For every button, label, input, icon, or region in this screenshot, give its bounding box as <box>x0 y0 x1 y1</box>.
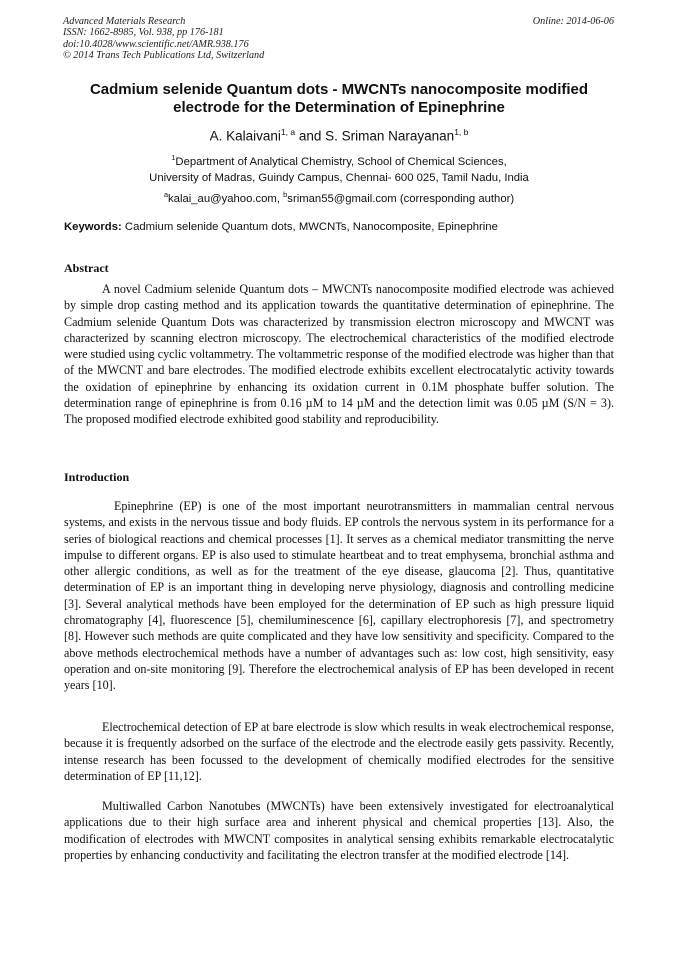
author-2: S. Sriman Narayanan <box>325 128 455 144</box>
introduction-paragraph-3: Multiwalled Carbon Nanotubes (MWCNTs) have been extensively investigated for electroanalytical applications due to their high surface area and inherent physical and chemical properties [13]. Also, the modification of electrodes with MWCNT composites in analytical sensing exhibits remarkable electrocatalytic properties by enhancing conductivity and facilitating the electron transfer at the modified electrode [14]. <box>64 799 614 862</box>
keywords-text: Cadmium selenide Quantum dots, MWCNTs, Nanocomposite, Epinephrine <box>121 221 498 233</box>
email-b-marker: b <box>283 189 288 199</box>
affiliation-line-1 <box>40 150 638 170</box>
author-1-affiliation: 1, a <box>280 127 296 137</box>
affiliation-department: Department of Analytical Chemistry, School of Chemical Sciences, <box>175 155 507 168</box>
email-b: sriman55@gmail.com (corresponding author) <box>287 192 515 205</box>
author-separator: and <box>295 128 326 144</box>
copyright-line: © 2014 Trans Tech Publications Ltd, Switzerland <box>63 50 265 62</box>
email-a: kalai_au@yahoo.com, <box>168 192 284 205</box>
keywords-label: Keywords: <box>64 221 122 233</box>
doi-line: doi:10.4028/www.scientific.net/AMR.938.176 <box>63 38 249 50</box>
introduction-paragraph-1: Epinephrine (EP) is one of the most important neurotransmitters in mammalian central nervous systems, and exists in the nervous tissue and body fluids. EP controls the nervous system in its performance for a series of biological reactions and chemical processes [1]. It serves as a chemical mediator transmitting the nerve impulse to different organs. EP is also used to stimulate heartbeat and to treat emphysema, bronchial asthma and other allergic conditions, as well as for the treatment of the eye disease, glaucoma [2]. Thus, quantitative determination of EP is an important thing in developing nerve physiology, diagnosis and controlling medicine [3]. Several analytical methods have been employed for the determination of EP such as high pressure liquid chromatography [4], fluorescence [5], chemiluminescence [6], capillary electrophoresis [7], and spectrometry [8]. However such methods are quite complicated and they have low sensitivity and specificity. Compared to the above methods electrochemical methods have a number of advantages such as: low cost, high sensitivity, easy operation and on-site monitoring [9]. Therefore the electrochemical analysis of EP has been developed in recent years [10]. <box>64 499 614 693</box>
affiliation-line-2: University of Madras, Guindy Campus, Chennai- 600 025, Tamil Nadu, India <box>149 172 529 185</box>
online-date: Online: 2014-06-06 <box>532 16 614 27</box>
introduction-paragraph-2: Electrochemical detection of EP at bare electrode is slow which results in weak electrochemical response, because it is frequently adsorbed on the surface of the electrode and the electrode easily gets passivity. Recently, intense research has been focussed to the development of chemically modified electrodes for the sensitive determination of EP [11,12]. <box>64 720 614 783</box>
keywords <box>64 220 616 234</box>
paper-title <box>40 81 638 116</box>
issn-line: ISSN: 1662-8985, Vol. 938, pp 176-181 <box>63 27 224 39</box>
author-list <box>0 124 678 145</box>
introduction-heading: Introduction <box>64 470 130 484</box>
journal-header <box>63 16 264 62</box>
email-a-marker: a <box>163 189 169 199</box>
affiliation-marker: 1 <box>171 153 176 162</box>
email-line <box>40 187 638 207</box>
title-line-1: Cadmium selenide Quantum dots - MWCNTs nanocomposite modified <box>89 81 589 98</box>
journal-name: Advanced Materials Research <box>63 16 186 27</box>
author-2-affiliation: 1, b <box>454 127 469 137</box>
abstract-heading: Abstract <box>64 261 109 275</box>
title-line-2: electrode for the Determination of Epinephrine <box>173 98 505 116</box>
abstract-text: A novel Cadmium selenide Quantum dots – MWCNTs nanocomposite modified electrode was achieved by simple drop casting method and its application towards the quantitative determination of epinephrine. The Cadmium selenide Quantum Dots was characterized by transmission electron microscopy and MWCNT was characterized by scanning electron microscopy. The electrochemical characteristics of the modified electrode were studied using cyclic voltammetry. The voltammetric response of the modified electrode was higher than that of the MWCNT and bare electrodes. The modified electrode exhibits excellent electrocatalytic activity towards the oxidation of epinephrine by enhancing its oxidation current in 0.1M phosphate buffer solution. The determination range of epinephrine is from 0.16 µM to 14 µM and the detection limit was 0.05 µM (S/N = 3). The proposed modified electrode exhibited good stability and reproducibility. <box>64 282 614 427</box>
affiliation-block <box>40 150 638 207</box>
author-1: A. Kalaivani <box>209 128 281 144</box>
